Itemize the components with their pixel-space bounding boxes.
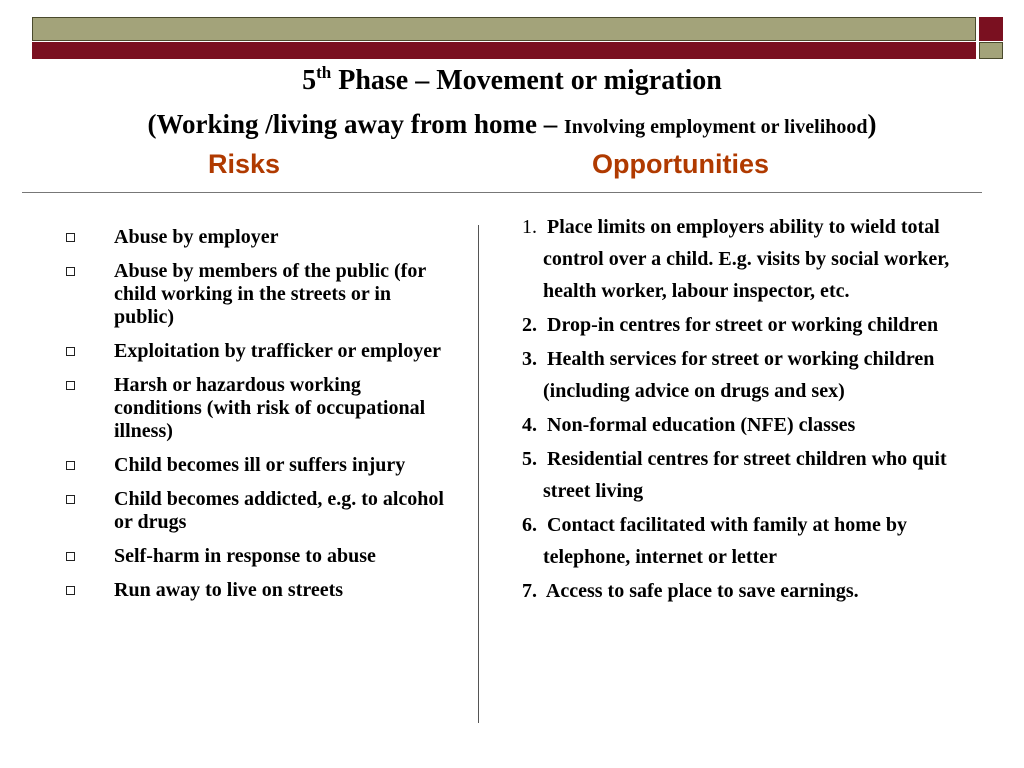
subtitle-close: ) bbox=[867, 109, 877, 139]
opportunity-number: 7. bbox=[522, 580, 537, 602]
slide-subtitle bbox=[0, 107, 1024, 144]
slide-title bbox=[0, 64, 1024, 98]
opportunity-text: Health services for street or working children (including advice on drugs and sex) bbox=[543, 348, 935, 402]
opportunity-item bbox=[522, 509, 992, 573]
heading-divider bbox=[22, 192, 982, 193]
opportunity-number: 4. bbox=[522, 414, 537, 436]
risk-text: Abuse by employer bbox=[114, 226, 279, 248]
risk-text: Harsh or hazardous working conditions (with risk of occupational illness) bbox=[114, 374, 426, 442]
square-bullet-icon bbox=[66, 461, 75, 470]
subtitle-open: (Working /living away from home – bbox=[147, 109, 564, 139]
opportunity-number: 6. bbox=[522, 514, 537, 536]
opportunity-number: 5. bbox=[522, 448, 537, 470]
title-rest: Phase – Movement or migration bbox=[331, 65, 722, 96]
risk-text: Child becomes addicted, e.g. to alcohol or drugs bbox=[114, 488, 444, 533]
header-bar-olive bbox=[32, 17, 976, 41]
square-bullet-icon bbox=[66, 495, 75, 504]
opportunity-number: 2. bbox=[522, 314, 537, 336]
risk-item bbox=[66, 374, 446, 443]
column-divider bbox=[478, 225, 479, 723]
opportunity-text: Place limits on employers ability to wield total control over a child. E.g. visits by social worker, health worker, labour inspector, etc. bbox=[543, 216, 950, 302]
square-bullet-icon bbox=[66, 267, 75, 276]
risk-text: Run away to live on streets bbox=[114, 579, 344, 601]
risk-item bbox=[66, 226, 446, 249]
opportunity-text: Non-formal education (NFE) classes bbox=[547, 414, 856, 436]
opportunities-heading: Opportunities bbox=[592, 149, 769, 179]
opportunity-text: Access to safe place to save earnings. bbox=[545, 580, 859, 602]
square-bullet-icon bbox=[66, 347, 75, 356]
opportunity-text: Contact facilitated with family at home by telephone, internet or letter bbox=[543, 514, 907, 568]
risk-item bbox=[66, 340, 446, 363]
header-square-olive bbox=[979, 42, 1003, 59]
opportunity-number: 1. bbox=[522, 216, 537, 238]
opportunity-number: 3. bbox=[522, 348, 537, 370]
risks-heading: Risks bbox=[208, 149, 281, 179]
square-bullet-icon bbox=[66, 552, 75, 561]
risk-text: Exploitation by trafficker or employer bbox=[114, 340, 441, 362]
square-bullet-icon bbox=[66, 233, 75, 242]
risk-item bbox=[66, 260, 446, 329]
header-bar-maroon bbox=[32, 42, 976, 59]
opportunities-list bbox=[522, 211, 992, 609]
opportunity-text: Drop-in centres for street or working children bbox=[547, 314, 939, 336]
risk-text: Child becomes ill or suffers injury bbox=[114, 454, 406, 476]
subtitle-small: Involving employment or livelihood bbox=[563, 116, 868, 138]
risk-item bbox=[66, 454, 446, 477]
opportunity-item bbox=[522, 343, 992, 407]
opportunity-item bbox=[522, 409, 992, 441]
square-bullet-icon bbox=[66, 381, 75, 390]
opportunity-item bbox=[522, 443, 992, 507]
risk-item bbox=[66, 579, 446, 602]
risk-text: Self-harm in response to abuse bbox=[114, 545, 376, 567]
header-square-maroon bbox=[979, 17, 1003, 41]
square-bullet-icon bbox=[66, 586, 75, 595]
title-superscript: th bbox=[316, 63, 332, 82]
risk-text: Abuse by members of the public (for child working in the streets or in public) bbox=[114, 260, 426, 328]
risk-item bbox=[66, 488, 446, 534]
risk-item bbox=[66, 545, 446, 568]
title-prefix: 5 bbox=[302, 65, 317, 96]
opportunity-item bbox=[522, 309, 992, 341]
opportunity-item bbox=[522, 575, 992, 607]
risks-list bbox=[66, 226, 446, 613]
opportunity-item bbox=[522, 211, 992, 307]
opportunity-text: Residential centres for street children who quit street living bbox=[543, 448, 947, 502]
